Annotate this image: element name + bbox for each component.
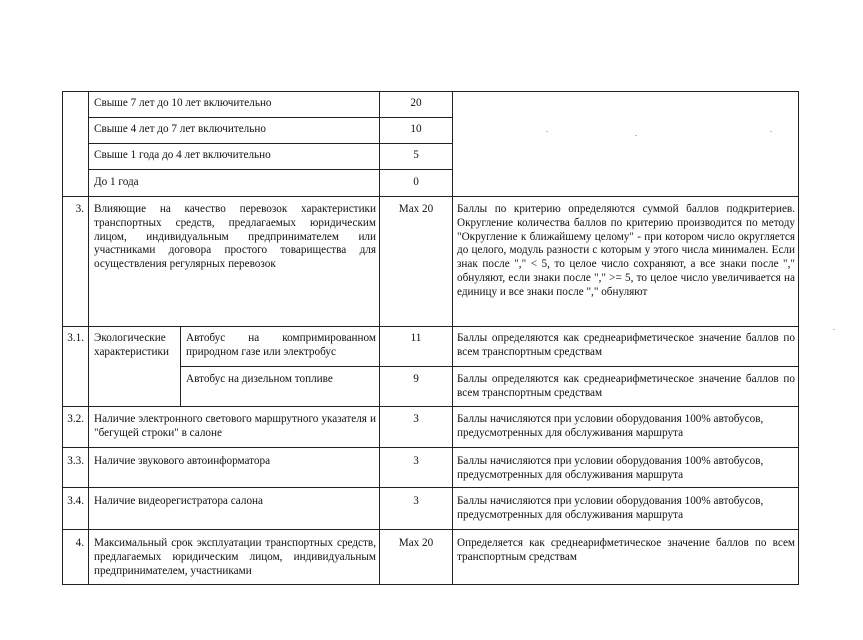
table-cell-number: 3.4. — [67, 495, 84, 507]
table-cell-method: Баллы по критерию определяются суммой баллов подкритериев. Округление количества баллов по критерию производится по методу "Округление к ближайшему целому" - при котором число округляется до целого, модуль разности с которым у этого числа минимален. Если знак после "," < 5, то целое число сохраняют, а все знаки после "," обнуляют, если знаки после "," >= 5, то целое число увеличивается на единицу и все знаки после "," обнуляют — [457, 203, 795, 298]
table-cell-criterion: Наличие видеорегистратора салона — [94, 495, 263, 507]
table-cell-points: 3 — [413, 455, 419, 467]
table-cell-criterion: Влияющие на качество перевозок характеристики транспортных средств, предлагаемых юридическим лицом, индивидуальным предпринимателем или участниками договора простого товарищества для осуществления регулярных перевозок — [94, 203, 376, 271]
scan-speck — [770, 131, 772, 132]
table-cell-criterion: До 1 года — [94, 176, 139, 188]
row-divider — [62, 487, 799, 488]
table-cell-criterion: Экологические характеристики — [94, 332, 169, 358]
row-divider — [62, 447, 799, 448]
row-divider — [88, 143, 453, 144]
table-cell-criterion: Наличие электронного светового маршрутного указателя и "бегущей строки" в салоне — [94, 413, 376, 439]
table-cell-points: 5 — [413, 149, 419, 161]
scan-speck — [546, 131, 548, 132]
row-divider — [62, 406, 799, 407]
table-cell-number: 4. — [75, 537, 84, 549]
table-cell-points: Max 20 — [398, 537, 434, 549]
table-border-top — [62, 91, 799, 92]
table-cell-method: Баллы начисляются при условии оборудования 100% автобусов, предусмотренных для обслуживания маршрута — [457, 455, 764, 481]
table-cell-method: Баллы определяются как среднеарифметическое значение баллов по всем транспортным средствам — [457, 332, 795, 358]
column-divider — [452, 91, 453, 585]
table-cell-number: 3.2. — [67, 413, 84, 425]
row-divider — [180, 366, 799, 367]
table-cell-method: Баллы начисляются при условии оборудования 100% автобусов, предусмотренных для обслуживания маршрута — [457, 495, 764, 521]
table-cell-criterion: Свыше 1 года до 4 лет включительно — [94, 149, 271, 161]
row-divider — [62, 196, 799, 197]
table-cell-method: Баллы определяются как среднеарифметическое значение баллов по всем транспортным средствам — [457, 373, 795, 399]
table-cell-points: 3 — [413, 495, 419, 507]
column-divider — [88, 91, 89, 585]
table-cell-number: 3.1. — [67, 332, 84, 344]
table-cell-points: 3 — [413, 413, 419, 425]
table-cell-points: Max 20 — [398, 203, 434, 215]
table-cell-number: 3.3. — [67, 455, 84, 467]
table-cell-points: 20 — [410, 97, 422, 109]
column-divider — [180, 326, 181, 407]
table-cell-points: 0 — [413, 176, 419, 188]
table-cell-method: Баллы начисляются при условии оборудования 100% автобусов, предусмотренных для обслуживания маршрута — [457, 413, 764, 439]
row-divider — [88, 169, 453, 170]
table-cell-points: 9 — [413, 373, 419, 385]
row-divider — [62, 326, 799, 327]
table-cell-points: 11 — [410, 332, 422, 344]
table-cell-subcriterion: Автобус на компримированном природном газе или электробус — [186, 332, 376, 358]
row-divider — [88, 117, 453, 118]
table-cell-method: Определяется как среднеарифметическое значение баллов по всем транспортным средствам — [457, 537, 795, 563]
scan-speck — [833, 329, 835, 330]
table-cell-points: 10 — [410, 123, 422, 135]
scan-speck — [635, 135, 637, 136]
row-divider — [62, 529, 799, 530]
table-cell-criterion: Свыше 4 лет до 7 лет включительно — [94, 123, 266, 135]
table-border-bottom — [62, 584, 799, 585]
table-cell-number: 3. — [75, 203, 84, 215]
table-cell-subcriterion: Автобус на дизельном топливе — [186, 373, 333, 385]
table-cell-criterion: Наличие звукового автоинформатора — [94, 455, 271, 467]
table-cell-criterion: Максимальный срок эксплуатации транспортных средств, предлагаемых юридическим лицом, индивидуальным предпринимателем, участниками — [94, 537, 376, 577]
table-cell-criterion: Свыше 7 лет до 10 лет включительно — [94, 97, 272, 109]
